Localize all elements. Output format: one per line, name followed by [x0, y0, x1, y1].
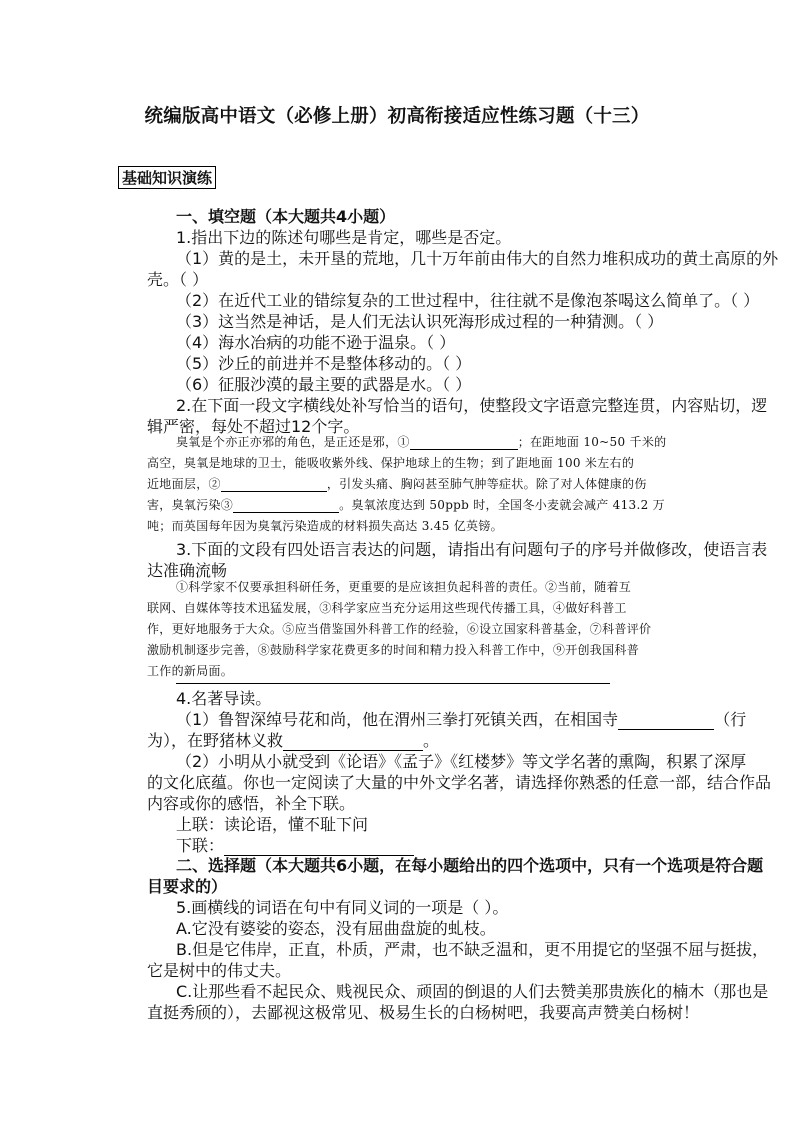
- q5-option-a[interactable]: A.它没有婆娑的姿态，没有屈曲盘旋的虬枝。: [176, 919, 496, 938]
- q1-item-1: （1）黄的是土，未开垦的荒地，几十万年前由伟大的自然力堆积成功的黄土高原的外: [176, 249, 779, 268]
- q4-upper-couplet: 上联：读论语，懂不耻下问: [176, 815, 369, 834]
- q3-passage-line5: 工作的新局面。: [147, 664, 234, 678]
- q2-stem-line2: 辑严密，每处不超过12个字。: [147, 417, 360, 436]
- q4-2-line1: （2）小明从小就受到《论语》《孟子》《红楼梦》等文学名著的熏陶，积累了深厚: [176, 752, 747, 771]
- q4-2-line3: 内容或你的感悟，补全下联。: [147, 794, 356, 813]
- q1-stem: 1.指出下边的陈述句哪些是肯定，哪些是否定。: [176, 228, 512, 247]
- q2-passage-text: 近地面层，②: [147, 477, 221, 491]
- q2-passage-text: 。臭氧浓度达到 50ppb 时，全国冬小麦就会减产 413.2 万: [339, 498, 665, 512]
- q2-passage-line1: [176, 433, 666, 450]
- q1-item-4: （4）海水冶病的功能不逊于温泉。（ ）: [176, 333, 456, 352]
- q3-stem-line1: 3.下面的文段有四处语言表达的问题，请指出有问题句子的序号并做修改，使语言表: [176, 540, 768, 559]
- q5-stem: 5.画横线的词语在句中有同义词的一项是（ ）。: [176, 898, 509, 917]
- q3-answer-line[interactable]: [176, 683, 610, 684]
- q1-item-2: （2）在近代工业的错综复杂的工世过程中，往往就不是像泡茶喝这么简单了。（ ）: [176, 291, 760, 310]
- q2-passage-text: 害，臭氧污染③: [147, 498, 234, 512]
- q4-lower-label: 下联：: [176, 836, 225, 855]
- q2-passage-line4: [147, 496, 665, 513]
- q3-passage-line4: 激励机制逐步完善，⑧鼓励科学家花费更多的时间和精力投入科普工作中，⑨开创我国科普: [147, 643, 640, 657]
- q5-option-b[interactable]: B.但是它伟岸，正直，朴质，严肃，也不缺乏温和，更不用提它的坚强不屈与挺拔，: [176, 940, 769, 959]
- q4-1-line1: [176, 707, 746, 730]
- q2-passage-text: ，引发头痛、胸闷甚至肺气肿等症状。除了对人体健康的伤: [326, 477, 647, 491]
- q2-blank-2[interactable]: [221, 477, 327, 492]
- q5-option-c-cont: 直挺秀颀的），去鄙视这极常见、极易生长的白杨树吧，我要高声赞美白杨树！: [147, 1003, 700, 1022]
- section-heading-basic-knowledge: 基础知识演练: [118, 166, 216, 189]
- q4-1-text: （1）鲁智深绰号花和尚，他在渭州三拳打死镇关西，在相国寺: [176, 710, 619, 729]
- q5-option-b-cont: 它是树中的伟丈夫。: [147, 961, 292, 980]
- document-title: 统编版高中语文（必修上册）初高衔接适应性练习题（十三）: [144, 106, 650, 127]
- q3-stem-line2: 达准确流畅: [147, 561, 228, 580]
- q1-item-1-cont: 壳。（ ）: [147, 270, 209, 289]
- q2-passage-text: 臭氧是个亦正亦邪的角色，是正还是邪，①: [176, 435, 410, 449]
- q2-passage-line5: 吨；而英国每年因为臭氧污染造成的材料损失高达 3.45 亿英镑。: [147, 519, 503, 533]
- q4-1-text: 。: [423, 731, 440, 750]
- q4-blank-2[interactable]: [283, 731, 423, 751]
- q5-option-c[interactable]: C.让那些看不起民众、贱视民众、顽固的倒退的人们去赞美那贵族化的楠木（那也是: [176, 982, 769, 1001]
- q4-1-line2: [147, 728, 439, 751]
- q2-stem-line1: 2.在下面一段文字横线处补写恰当的语句，使整段文字语意完整连贯，内容贴切，逻: [176, 396, 768, 415]
- q2-blank-1[interactable]: [410, 435, 518, 450]
- q2-passage-line2: 高空，臭氧是地球的卫士，能吸收紫外线、保护地球上的生物；到了距地面 100 米左右的: [147, 456, 635, 470]
- q2-blank-3[interactable]: [233, 498, 339, 513]
- q3-passage-line2: 联网、自媒体等技术迅猛发展，③科学家应当充分运用这些现代传播工具，④做好科普工: [147, 601, 627, 615]
- q2-passage-text: ；在距地面 10~50 千米的: [517, 435, 667, 449]
- part2-header-line1: 二、选择题（本大题共6小题，在每小题给出的四个选项中，只有一个选项是符合题: [176, 856, 764, 875]
- q3-passage-line3: 作，更好地服务于大众。⑤应当借鉴国外科普工作的经验，⑥设立国家科普基金，⑦科普评价: [147, 622, 652, 636]
- q4-1-text: （行: [714, 710, 747, 729]
- q3-passage-line1: ①科学家不仅要承担科研任务，更重要的是应该担负起科普的责任。②当前，随着互: [176, 580, 632, 594]
- q1-item-3: （3）这当然是神话，是人们无法认识死海形成过程的一种猜测。（ ）: [176, 312, 664, 331]
- q4-stem: 4.名著导读。: [176, 689, 272, 708]
- q2-passage-line3: [147, 475, 647, 492]
- q1-item-6: （6）征服沙漠的最主要的武器是水。（ ）: [176, 375, 472, 394]
- part1-header: 一、填空题（本大题共4小题）: [176, 207, 396, 226]
- q4-blank-1[interactable]: [618, 710, 714, 730]
- part2-header-line2: 目要求的）: [147, 877, 228, 896]
- q4-1-text: 为），在野猪林义救: [147, 731, 284, 750]
- q4-2-line2: 的文化底蕴。你也一定阅读了大量的中外文学名著，请选择你熟悉的任意一部，结合作品: [147, 773, 772, 792]
- q1-item-5: （5）沙丘的前进并不是整体移动的。（ ）: [176, 354, 472, 373]
